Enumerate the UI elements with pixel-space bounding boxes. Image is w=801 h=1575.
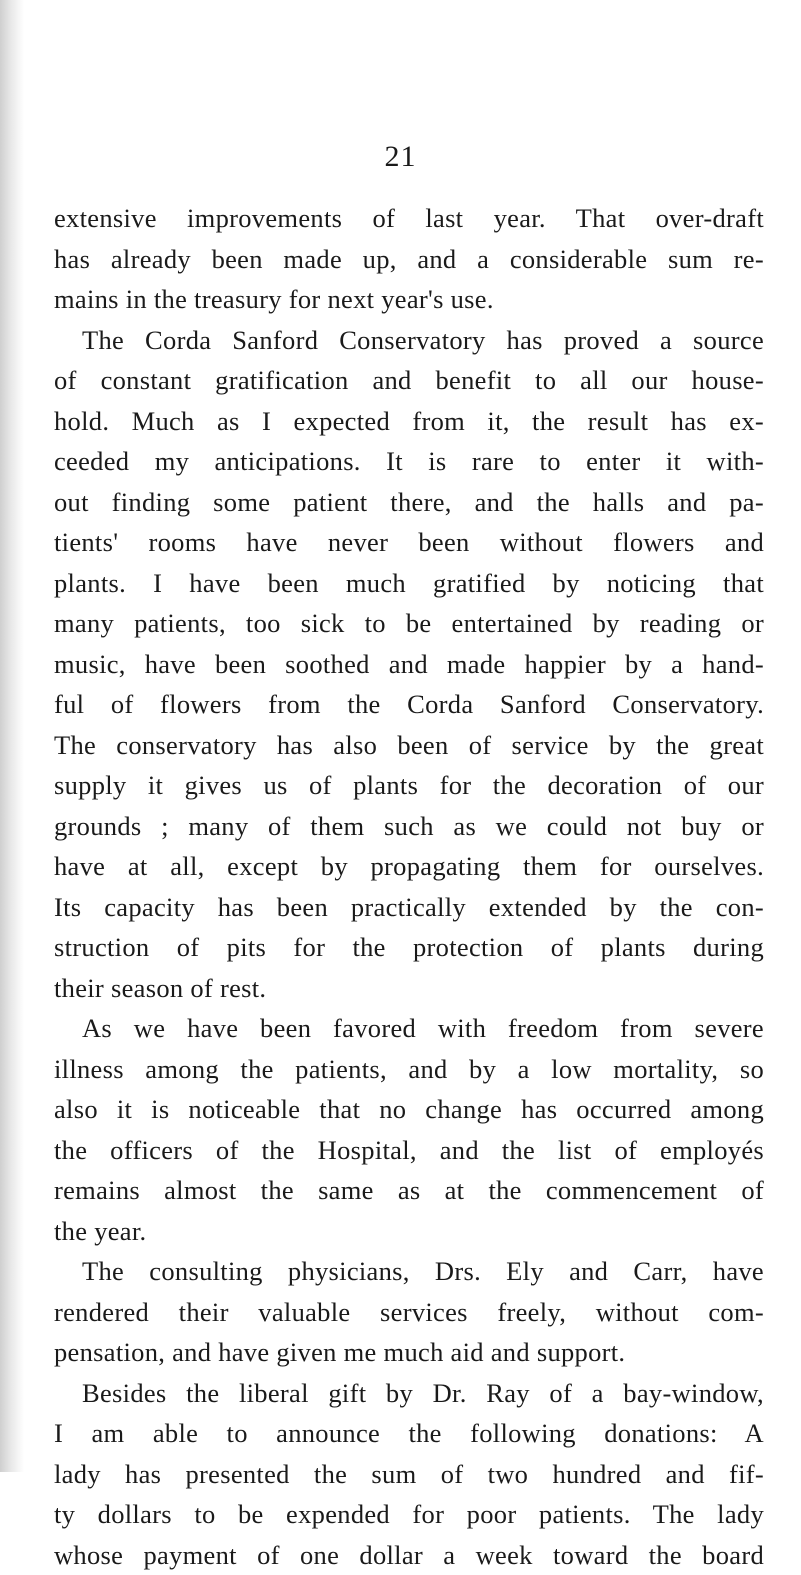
text-line: ceeded my anticipations. It is rare to enter it with-	[54, 441, 764, 482]
text-line: tients' rooms have never been without flowers and	[54, 522, 764, 563]
text-line: the year.	[54, 1211, 764, 1252]
text-line: plants. I have been much gratified by noticing that	[54, 563, 764, 604]
text-line: grounds ; many of them such as we could not buy or	[54, 806, 764, 847]
text-line: hold. Much as I expected from it, the result has ex-	[54, 401, 764, 442]
text-line: have at all, except by propagating them for ourselves.	[54, 846, 764, 887]
text-line: their season of rest.	[54, 968, 764, 1009]
text-line: Its capacity has been practically extended by the con-	[54, 887, 764, 928]
text-line: extensive improvements of last year. That over-draft	[54, 198, 764, 239]
text-line: ful of flowers from the Corda Sanford Conservatory.	[54, 684, 764, 725]
text-line: As we have been favored with freedom from severe	[54, 1008, 764, 1049]
text-line: pensation, and have given me much aid and support.	[54, 1332, 764, 1373]
page-number: 21	[0, 140, 801, 174]
text-line: many patients, too sick to be entertained by reading or	[54, 603, 764, 644]
text-line: The conservatory has also been of service by the great	[54, 725, 764, 766]
text-line: out finding some patient there, and the halls and pa-	[54, 482, 764, 523]
text-line: of constant gratification and benefit to all our house-	[54, 360, 764, 401]
body-text	[54, 198, 764, 1575]
text-line: also it is noticeable that no change has occurred among	[54, 1089, 764, 1130]
text-line: mains in the treasury for next year's use.	[54, 279, 764, 320]
text-line: illness among the patients, and by a low mortality, so	[54, 1049, 764, 1090]
text-line: remains almost the same as at the commencement of	[54, 1170, 764, 1211]
text-line: supply it gives us of plants for the decoration of our	[54, 765, 764, 806]
text-line: The consulting physicians, Drs. Ely and Carr, have	[54, 1251, 764, 1292]
text-line: music, have been soothed and made happier by a hand-	[54, 644, 764, 685]
scan-shadow-edge	[0, 0, 24, 1472]
text-line: The Corda Sanford Conservatory has proved a source	[54, 320, 764, 361]
text-line: whose payment of one dollar a week toward the board	[54, 1535, 764, 1575]
text-line: I am able to announce the following donations: A	[54, 1413, 764, 1454]
text-line: lady has presented the sum of two hundred and fif-	[54, 1454, 764, 1495]
text-line: ty dollars to be expended for poor patients. The lady	[54, 1494, 764, 1535]
text-line: Besides the liberal gift by Dr. Ray of a bay-window,	[54, 1373, 764, 1414]
text-line: rendered their valuable services freely, without com-	[54, 1292, 764, 1333]
text-line: the officers of the Hospital, and the list of employés	[54, 1130, 764, 1171]
text-line: struction of pits for the protection of plants during	[54, 927, 764, 968]
text-line: has already been made up, and a considerable sum re-	[54, 239, 764, 280]
